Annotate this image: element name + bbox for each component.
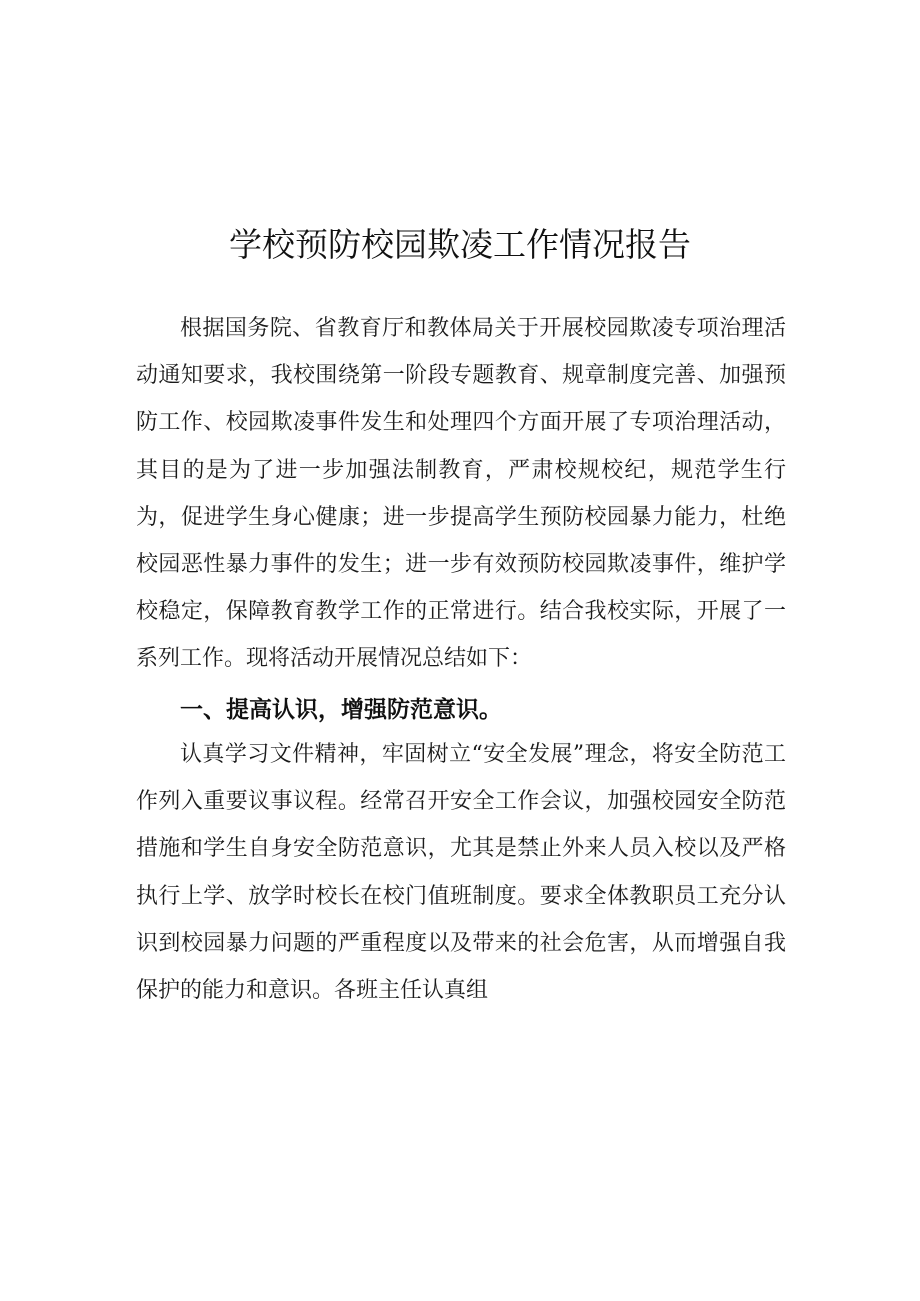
section-1-paragraph: 认真学习文件精神，牢固树立“安全发展”理念，将安全防范工作列入重要议事议程。经常召开安全工作会议，加强校园安全防范措施和学生自身安全防范意识，尤其是禁止外来人员入校以及严格执行上学、放学时校长在校门值班制度。要求全体教职员工充分认识到校园暴力问题的严重程度以及带来的社会危害，从而增强自我保护的能力和意识。各班主任认真组 [136,742,786,1004]
intro-paragraph: 根据国务院、省教育厅和教体局关于开展校园欺凌专项治理活动通知要求，我校围绕第一阶段专题教育、规章制度完善、加强预防工作、校园欺凌事件发生和处理四个方面开展了专项治理活动，其目的是为了进一步加强法制教育，严肃校规校纪，规范学生行为，促进学生身心健康；进一步提高学生预防校园暴力能力，杜绝校园恶性暴力事件的发生；进一步有效预防校园欺凌事件，维护学校稳定，保障教育教学工作的正常进行。结合我校实际，开展了一系列工作。现将活动开展情况总结如下： [136,316,786,672]
document-title: 学校预防校园欺凌工作情况报告 [229,225,691,264]
section-heading-1: 一、提高认识，增强防范意识。 [180,697,502,723]
